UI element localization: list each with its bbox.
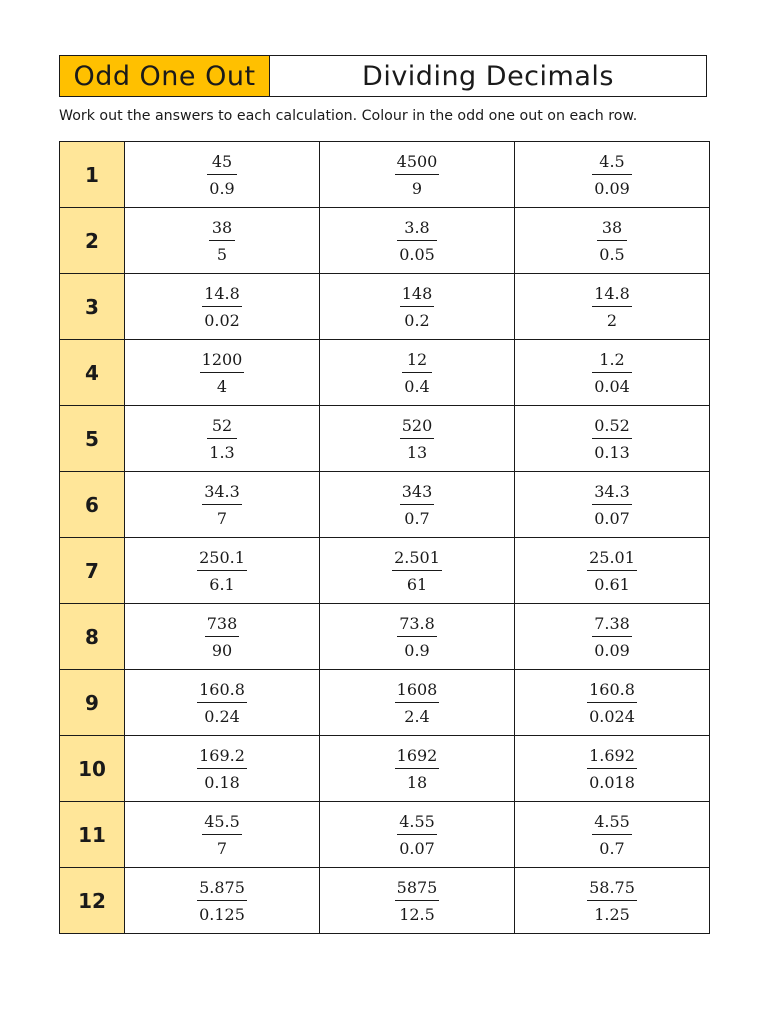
numerator: 2.501 [394, 548, 440, 567]
numerator: 45 [211, 152, 233, 171]
fraction [197, 880, 247, 923]
calculation-cell[interactable] [125, 538, 320, 604]
denominator: 0.9 [404, 641, 430, 660]
fraction [395, 748, 440, 791]
denominator: 0.13 [594, 443, 630, 462]
denominator: 0.7 [404, 509, 430, 528]
calculation-cell[interactable] [320, 472, 515, 538]
denominator: 1.25 [594, 905, 630, 924]
table-row [60, 142, 710, 208]
calculation-cell[interactable] [320, 868, 515, 934]
fraction [207, 418, 236, 461]
calculation-cell[interactable] [320, 802, 515, 868]
row-number: 5 [60, 406, 125, 472]
header-label: Odd One Out [60, 56, 270, 96]
numerator: 45.5 [204, 812, 240, 831]
numerator: 1.692 [589, 746, 635, 765]
numerator: 4500 [396, 152, 438, 171]
denominator: 0.04 [594, 377, 630, 396]
numerator: 148 [401, 284, 433, 303]
table-row [60, 670, 710, 736]
calculation-cell[interactable] [320, 274, 515, 340]
denominator: 5 [216, 245, 228, 264]
numerator: 3.8 [404, 218, 430, 237]
denominator: 0.024 [589, 707, 635, 726]
fraction [197, 748, 247, 791]
row-number: 9 [60, 670, 125, 736]
denominator: 2.4 [404, 707, 430, 726]
numerator: 4.55 [399, 812, 435, 831]
calculation-cell[interactable] [515, 274, 710, 340]
calculation-cell[interactable] [515, 736, 710, 802]
denominator: 0.09 [594, 179, 630, 198]
calculation-cell[interactable] [515, 406, 710, 472]
denominator: 1.3 [209, 443, 235, 462]
row-number: 6 [60, 472, 125, 538]
denominator: 0.18 [204, 773, 240, 792]
numerator: 14.8 [594, 284, 630, 303]
fraction [592, 352, 632, 395]
denominator: 0.24 [204, 707, 240, 726]
denominator: 0.5 [599, 245, 625, 264]
calculation-cell[interactable] [125, 670, 320, 736]
denominator: 7 [216, 839, 228, 858]
row-number: 11 [60, 802, 125, 868]
table-row [60, 274, 710, 340]
calculation-cell[interactable] [320, 736, 515, 802]
fraction [587, 550, 637, 593]
calculation-cell[interactable] [125, 802, 320, 868]
numerator: 34.3 [204, 482, 240, 501]
denominator: 13 [406, 443, 428, 462]
numerator: 520 [401, 416, 433, 435]
instructions-text: Work out the answers to each calculation. Colour in the odd one out on each row. [59, 108, 638, 124]
row-number: 1 [60, 142, 125, 208]
row-number: 8 [60, 604, 125, 670]
numerator: 343 [401, 482, 433, 501]
numerator: 0.52 [594, 416, 630, 435]
calculation-cell[interactable] [515, 142, 710, 208]
numerator: 160.8 [589, 680, 635, 699]
numerator: 5.875 [199, 878, 245, 897]
calculation-cell[interactable] [320, 538, 515, 604]
fraction [402, 352, 431, 395]
calculation-cell[interactable] [515, 340, 710, 406]
numerator: 12 [406, 350, 428, 369]
denominator: 90 [211, 641, 233, 660]
calculation-cell[interactable] [125, 868, 320, 934]
denominator: 0.4 [404, 377, 430, 396]
calculation-cell[interactable] [125, 604, 320, 670]
fraction [397, 220, 437, 263]
numerator: 1692 [396, 746, 438, 765]
calculation-cell[interactable] [320, 340, 515, 406]
calculation-cell[interactable] [125, 208, 320, 274]
calculation-cell[interactable] [515, 472, 710, 538]
fraction [395, 682, 440, 725]
calculation-cell[interactable] [320, 142, 515, 208]
calculation-cell[interactable] [320, 604, 515, 670]
calculation-cell[interactable] [125, 406, 320, 472]
fraction [592, 814, 632, 857]
fraction [392, 550, 442, 593]
denominator: 2 [606, 311, 618, 330]
row-number: 4 [60, 340, 125, 406]
table-row [60, 208, 710, 274]
fraction [587, 748, 637, 791]
fraction-grid [59, 141, 710, 934]
fraction [587, 682, 637, 725]
row-number: 3 [60, 274, 125, 340]
fraction [592, 286, 632, 329]
denominator: 0.9 [209, 179, 235, 198]
fraction [197, 682, 247, 725]
fraction [205, 616, 240, 659]
numerator: 73.8 [399, 614, 435, 633]
numerator: 250.1 [199, 548, 245, 567]
fraction [400, 286, 435, 329]
calculation-cell[interactable] [515, 208, 710, 274]
calculation-cell[interactable] [515, 802, 710, 868]
table-row [60, 604, 710, 670]
fraction [587, 880, 637, 923]
denominator: 4 [216, 377, 228, 396]
fraction [202, 484, 242, 527]
calculation-cell[interactable] [515, 868, 710, 934]
calculation-cell[interactable] [515, 670, 710, 736]
numerator: 34.3 [594, 482, 630, 501]
numerator: 25.01 [589, 548, 635, 567]
fraction [197, 550, 247, 593]
table-row [60, 868, 710, 934]
fraction [395, 154, 440, 197]
table-row [60, 802, 710, 868]
fraction [400, 484, 435, 527]
row-number: 2 [60, 208, 125, 274]
denominator: 0.07 [594, 509, 630, 528]
fraction [207, 154, 236, 197]
denominator: 0.61 [594, 575, 630, 594]
worksheet-header [59, 55, 707, 97]
fraction [397, 616, 437, 659]
table-row [60, 736, 710, 802]
numerator: 4.5 [599, 152, 625, 171]
calculation-cell[interactable] [515, 538, 710, 604]
numerator: 1.2 [599, 350, 625, 369]
calculation-cell[interactable] [125, 736, 320, 802]
fraction [200, 352, 245, 395]
denominator: 7 [216, 509, 228, 528]
table-row [60, 538, 710, 604]
calculation-cell[interactable] [320, 406, 515, 472]
row-number: 7 [60, 538, 125, 604]
numerator: 160.8 [199, 680, 245, 699]
numerator: 58.75 [589, 878, 635, 897]
numerator: 738 [206, 614, 238, 633]
row-number: 12 [60, 868, 125, 934]
fraction [592, 154, 632, 197]
calculation-cell[interactable] [320, 670, 515, 736]
numerator: 1200 [201, 350, 243, 369]
denominator: 0.2 [404, 311, 430, 330]
fraction [592, 484, 632, 527]
fraction [397, 814, 437, 857]
numerator: 7.38 [594, 614, 630, 633]
denominator: 0.07 [399, 839, 435, 858]
calculation-cell[interactable] [125, 472, 320, 538]
row-number: 10 [60, 736, 125, 802]
calculation-cell[interactable] [320, 208, 515, 274]
fraction [202, 814, 242, 857]
denominator: 0.018 [589, 773, 635, 792]
denominator: 0.09 [594, 641, 630, 660]
denominator: 0.05 [399, 245, 435, 264]
fraction [395, 880, 440, 923]
numerator: 4.55 [594, 812, 630, 831]
denominator: 6.1 [209, 575, 235, 594]
denominator: 0.125 [199, 905, 245, 924]
fraction [209, 220, 235, 263]
calculation-cell[interactable] [125, 274, 320, 340]
calculation-cell[interactable] [125, 142, 320, 208]
fraction [400, 418, 435, 461]
numerator: 14.8 [204, 284, 240, 303]
denominator: 0.7 [599, 839, 625, 858]
denominator: 9 [411, 179, 423, 198]
denominator: 18 [406, 773, 428, 792]
denominator: 0.02 [204, 311, 240, 330]
calculation-cell[interactable] [125, 340, 320, 406]
table-row [60, 472, 710, 538]
numerator: 1608 [396, 680, 438, 699]
numerator: 38 [601, 218, 623, 237]
denominator: 12.5 [399, 905, 435, 924]
numerator: 52 [211, 416, 233, 435]
table-row [60, 406, 710, 472]
numerator: 5875 [396, 878, 438, 897]
worksheet-title: Dividing Decimals [362, 60, 614, 92]
table-row [60, 340, 710, 406]
calculation-cell[interactable] [515, 604, 710, 670]
fraction [597, 220, 626, 263]
fraction [202, 286, 242, 329]
fraction [592, 418, 632, 461]
denominator: 61 [406, 575, 428, 594]
grid-body [60, 142, 710, 934]
numerator: 169.2 [199, 746, 245, 765]
fraction [592, 616, 632, 659]
numerator: 38 [211, 218, 233, 237]
